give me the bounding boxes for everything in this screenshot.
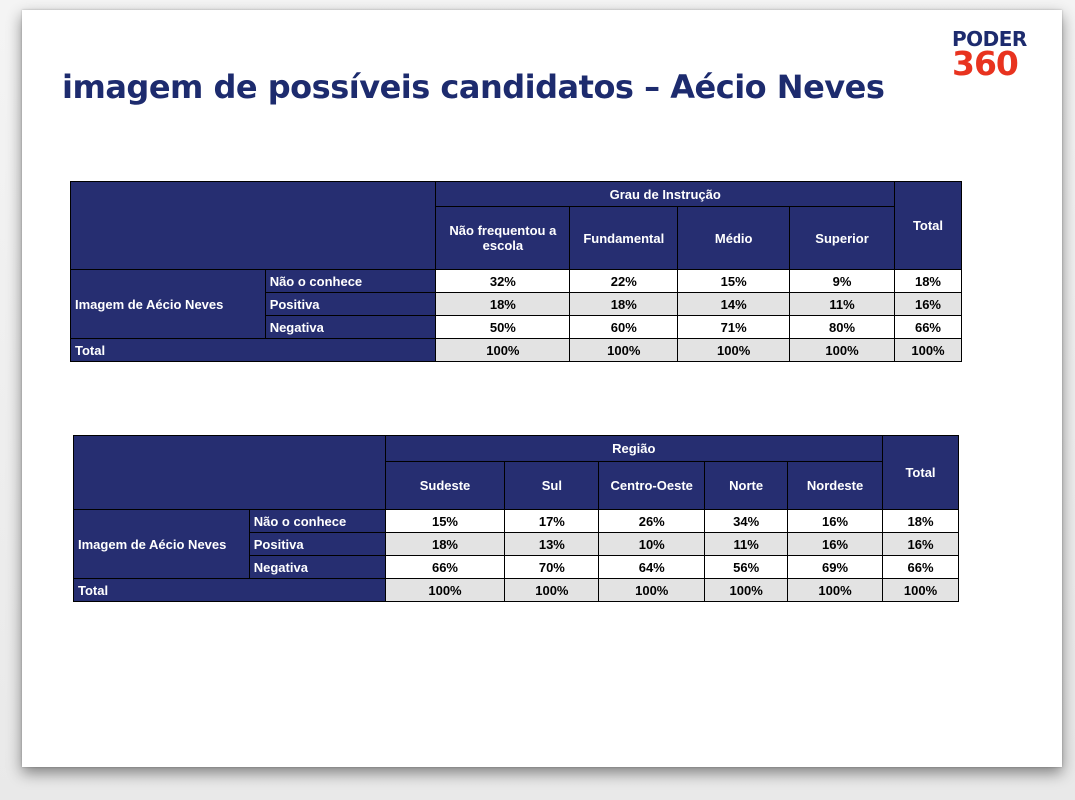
cell: 70% <box>505 556 599 579</box>
total-row <box>71 339 962 362</box>
table-row <box>74 510 959 533</box>
cell: 16% <box>788 533 883 556</box>
row-label: Positiva <box>265 293 436 316</box>
cell: 56% <box>705 556 788 579</box>
cell: 50% <box>436 316 570 339</box>
cell: 18% <box>570 293 678 316</box>
header-blank <box>74 436 386 510</box>
cell: 17% <box>505 510 599 533</box>
cell: 100% <box>436 339 570 362</box>
cell: 22% <box>570 270 678 293</box>
column-header: Centro-Oeste <box>599 462 705 510</box>
row-label: Não o conhece <box>265 270 436 293</box>
cell: 100% <box>385 579 505 602</box>
cell: 14% <box>678 293 790 316</box>
header-blank <box>71 182 436 270</box>
column-header: Superior <box>790 207 895 270</box>
logo-text-top: PODER <box>952 27 1027 51</box>
cell: 26% <box>599 510 705 533</box>
cell: 80% <box>790 316 895 339</box>
column-header: Médio <box>678 207 790 270</box>
cell: 11% <box>705 533 788 556</box>
slide <box>22 10 1062 767</box>
cell: 10% <box>599 533 705 556</box>
row-group-label: Imagem de Aécio Neves <box>74 510 250 579</box>
cell: 16% <box>788 510 883 533</box>
cell: 69% <box>788 556 883 579</box>
region-table <box>73 435 959 602</box>
cell: 64% <box>599 556 705 579</box>
group-header: Grau de Instrução <box>436 182 895 207</box>
group-header: Região <box>385 436 882 462</box>
column-header: Sul <box>505 462 599 510</box>
row-group-label: Imagem de Aécio Neves <box>71 270 266 339</box>
cell: 100% <box>505 579 599 602</box>
row-label: Não o conhece <box>249 510 385 533</box>
poder360-logo <box>952 27 1052 83</box>
cell: 9% <box>790 270 895 293</box>
cell: 15% <box>678 270 790 293</box>
row-total: 18% <box>894 270 961 293</box>
grand-total: 100% <box>894 339 961 362</box>
row-label: Positiva <box>249 533 385 556</box>
cell: 100% <box>788 579 883 602</box>
cell: 11% <box>790 293 895 316</box>
cell: 66% <box>385 556 505 579</box>
cell: 100% <box>570 339 678 362</box>
cell: 71% <box>678 316 790 339</box>
row-total: 66% <box>883 556 959 579</box>
cell: 100% <box>790 339 895 362</box>
row-total: 18% <box>883 510 959 533</box>
row-label: Negativa <box>249 556 385 579</box>
column-header: Norte <box>705 462 788 510</box>
cell: 100% <box>599 579 705 602</box>
education-table <box>70 181 962 362</box>
slide-title: imagem de possíveis candidatos – Aécio Neves <box>62 68 885 106</box>
cell: 100% <box>678 339 790 362</box>
cell: 34% <box>705 510 788 533</box>
cell: 18% <box>436 293 570 316</box>
row-label: Negativa <box>265 316 436 339</box>
total-header: Total <box>883 436 959 510</box>
table-row <box>71 270 962 293</box>
logo-text-bottom: 360 <box>952 44 1018 83</box>
row-total: 16% <box>883 533 959 556</box>
total-header: Total <box>894 182 961 270</box>
column-header: Nordeste <box>788 462 883 510</box>
row-total: 66% <box>894 316 961 339</box>
cell: 18% <box>385 533 505 556</box>
row-total: 16% <box>894 293 961 316</box>
column-header: Não frequentou a escola <box>436 207 570 270</box>
total-row-label: Total <box>71 339 436 362</box>
cell: 32% <box>436 270 570 293</box>
cell: 15% <box>385 510 505 533</box>
cell: 13% <box>505 533 599 556</box>
total-row-label: Total <box>74 579 386 602</box>
cell: 60% <box>570 316 678 339</box>
cell: 100% <box>705 579 788 602</box>
column-header: Sudeste <box>385 462 505 510</box>
column-header: Fundamental <box>570 207 678 270</box>
grand-total: 100% <box>883 579 959 602</box>
total-row <box>74 579 959 602</box>
